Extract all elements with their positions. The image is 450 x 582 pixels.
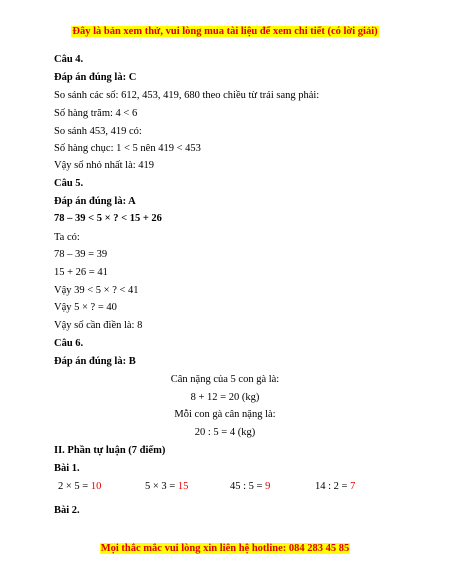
question-6-center-line: 20 : 5 = 4 (kg) [194,427,256,438]
question-6-center-line: Mỗi con gà cân nặng là: [174,409,276,420]
preview-notice-text: Đây là bản xem thử, vui lòng mua tài liệu để xem chi tiết (có lời giải) [72,26,378,37]
exercise-1-title: Bài 1. [54,463,80,474]
exercise-1-item [58,481,101,492]
exercise-1-item [230,481,270,492]
question-5-line: Vậy số cần điền là: 8 [54,320,143,331]
exercise-1-result: 10 [90,481,102,492]
question-5-answer: Đáp án đúng là: A [54,196,136,207]
question-5-line: Vậy 39 < 5 × ? < 41 [54,285,139,296]
exercise-1-expression: 5 × 3 = [145,481,178,492]
question-4-line: Vậy số nhỏ nhất là: 419 [54,160,155,171]
question-4-answer: Đáp án đúng là: C [54,72,137,83]
question-5-problem: 78 – 39 < 5 × ? < 15 + 26 [54,213,162,224]
part-2-title: II. Phần tự luận (7 điểm) [54,445,166,456]
question-4-line: Số hàng chục: 1 < 5 nên 419 < 453 [54,143,201,154]
exercise-1-expression: 14 : 2 = [315,481,351,492]
exercise-1-result: 15 [177,481,189,492]
question-5-line: 78 – 39 = 39 [54,249,108,260]
question-6-center-line: 8 + 12 = 20 (kg) [190,392,260,403]
question-4-line: Số hàng trăm: 4 < 6 [54,108,138,119]
exercise-1-result: 9 [265,481,271,492]
question-5-title: Câu 5. [54,178,84,189]
preview-notice-banner [0,26,450,37]
question-6-center-line: Cân nặng của 5 con gà là: [170,374,280,385]
question-4-title: Câu 4. [54,54,84,65]
question-5-line: Ta có: [54,232,80,243]
question-6-answer: Đáp án đúng là: B [54,356,136,367]
question-4-line: So sánh các số: 612, 453, 419, 680 theo chiều từ trái sang phải: [54,90,320,101]
exercise-1-expression: 45 : 5 = [230,481,266,492]
exercise-1-result: 7 [350,481,356,492]
question-6-title: Câu 6. [54,338,84,349]
question-5-line: 15 + 26 = 41 [54,267,108,278]
exercise-1-expression: 2 × 5 = [58,481,91,492]
exercise-2-title: Bài 2. [54,505,80,516]
hotline-text: Mọi thắc mắc vui lòng xin liên hệ hotline: 084 283 45 85 [100,543,350,554]
hotline-banner [0,543,450,554]
question-5-line: Vậy 5 × ? = 40 [54,302,117,313]
exercise-1-item [145,481,188,492]
exercise-1-item [315,481,355,492]
question-4-line: So sánh 453, 419 có: [54,126,142,137]
